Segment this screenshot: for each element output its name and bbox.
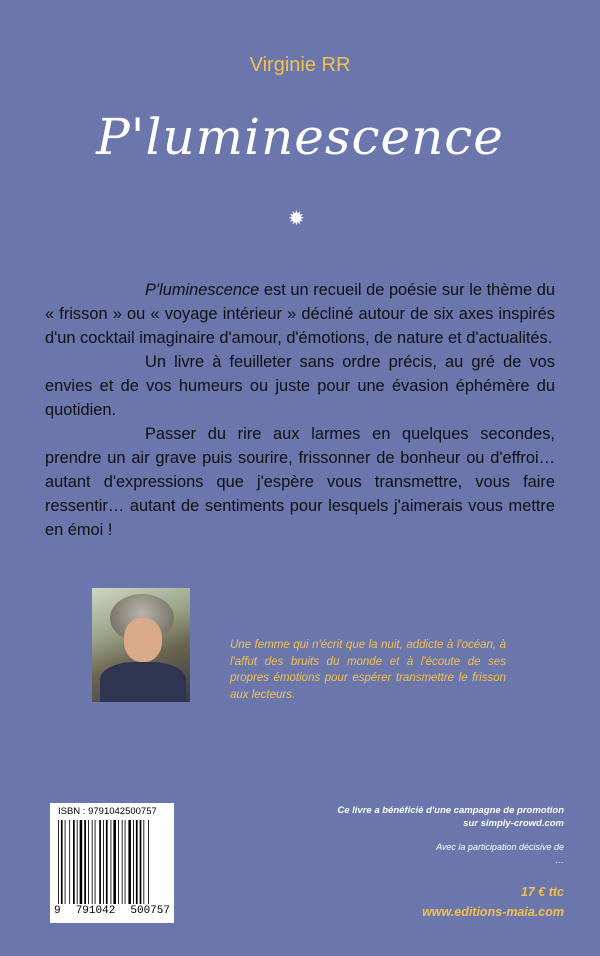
participation-note (264, 841, 564, 867)
author-photo (92, 588, 190, 702)
book-description (45, 278, 555, 542)
barcode-icon (58, 820, 166, 904)
book-title: P'luminescence (96, 108, 504, 166)
photo-face (124, 618, 162, 662)
barcode-digit-lead: 9 (54, 905, 61, 917)
promotion-line-1: Ce livre a bénéficié d'une campagne de promotion (337, 805, 564, 816)
photo-shirt (100, 662, 186, 702)
description-title-italic: P'luminescence (145, 281, 260, 299)
description-paragraph-3: Passer du rire aux larmes en quelques secondes, prendre un air grave puis sourire, frissonner de bonheur ou d'effroi… autant d'expressions que j'espère vous transmettre, vous faire ressentir… autant de sentiments pour lesquels j'aimerais vous mettre en émoi ! (45, 425, 555, 539)
price: 17 € ttc (520, 885, 564, 899)
description-paragraph-1 (45, 278, 555, 350)
description-paragraph-2: Un livre à feuilleter sans ordre précis, au gré de vos envies et de vos humeurs ou juste pour une évasion éphémère du quotidien. (45, 353, 555, 419)
participation-ellipsis: … (555, 855, 564, 865)
description-p1-text: est un recueil de poésie sur le thème du « frisson » ou « voyage intérieur » décliné autour de six axes inspirés d'un cocktail imaginaire d'amour, d'émotions, de nature et d'actualités. (45, 281, 555, 347)
barcode-digit-left: 791042 (75, 905, 116, 917)
participation-line: Avec la participation décisive de (436, 842, 564, 852)
publisher-website: www.editions-maia.com (422, 905, 564, 919)
author-bio: Une femme qui n'écrit que la nuit, addicte à l'océan, à l'affut des bruits du monde et à l'écoute de ses propres émotions pour espérer transmettre le frisson aux lecteurs. (230, 639, 506, 701)
barcode-box (50, 803, 174, 923)
promotion-note (264, 804, 564, 830)
author-name: Virginie RR (249, 54, 351, 76)
barcode-digit-right: 500757 (130, 905, 170, 917)
promotion-line-2: sur simply-crowd.com (463, 818, 564, 829)
isbn-label: ISBN : 9791042500757 (58, 806, 157, 817)
barcode-digits (54, 905, 170, 917)
star-ornament-icon: ✹ (288, 206, 305, 230)
